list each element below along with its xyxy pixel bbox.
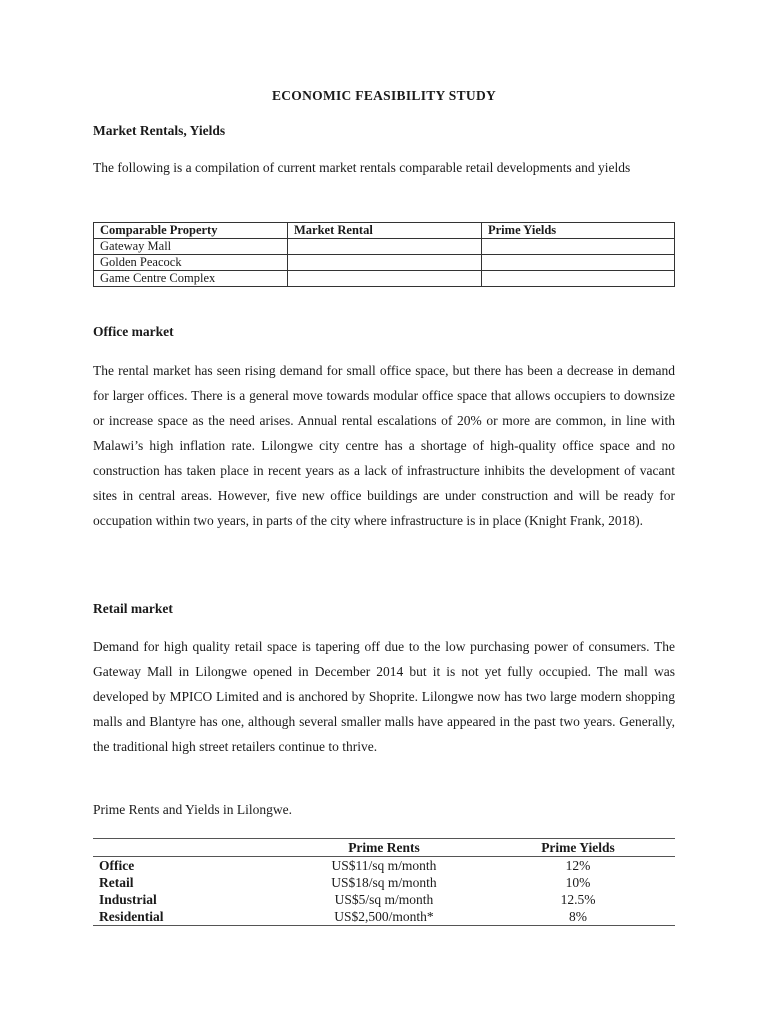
table-cell — [288, 239, 482, 255]
table-row — [93, 874, 675, 891]
table-row — [94, 255, 675, 271]
table-cell: Golden Peacock — [94, 255, 288, 271]
prime-yield-cell: 12% — [565, 858, 591, 873]
prime-rents-yields-table — [93, 838, 675, 926]
prime-rent-cell: US$18/sq m/month — [331, 875, 437, 890]
office-market-body: The rental market has seen rising demand for small office space, but there has been a decrease in demand for larger offices. There is a general move towards modular office space that allows occupiers to downsize or increase space as the need arises. Annual rental escalations of 20% or more are common, in line with Malawi’s high inflation rate. Lilongwe city centre has a shortage of high-quality office space and no construction has taken place in recent years as a lack of infrastructure inhibits the development of vacant sites in central areas. However, five new office buildings are under construction and will be ready for occupation within two years, in parts of the city where infrastructure is in place (Knight Frank, 2018). — [93, 363, 675, 528]
market-rentals-intro: The following is a compilation of current market rentals comparable retail developments and yields — [93, 160, 631, 175]
office-market-heading: Office market — [93, 324, 174, 339]
table-row — [93, 857, 675, 875]
table-cell — [482, 271, 675, 287]
prime-yield-cell: 12.5% — [560, 892, 596, 907]
prime-rent-cell: US$11/sq m/month — [331, 858, 437, 873]
retail-market-heading: Retail market — [93, 601, 173, 616]
row-label: Residential — [99, 909, 164, 924]
column-header: Market Rental — [288, 223, 482, 239]
table-cell: Gateway Mall — [94, 239, 288, 255]
row-label: Industrial — [99, 892, 157, 907]
table-cell: Game Centre Complex — [94, 271, 288, 287]
prime-yield-cell: 8% — [569, 909, 587, 924]
market-rentals-heading: Market Rentals, Yields — [93, 123, 226, 138]
comparable-property-table — [93, 222, 675, 287]
row-label: Retail — [99, 875, 134, 890]
column-header: Prime Rents — [348, 840, 420, 855]
prime-table-caption: Prime Rents and Yields in Lilongwe. — [93, 802, 292, 817]
table-row — [93, 908, 675, 926]
column-header: Prime Yields — [482, 223, 675, 239]
table-cell — [482, 255, 675, 271]
prime-rent-cell: US$2,500/month* — [334, 909, 434, 924]
document-title: ECONOMIC FEASIBILITY STUDY — [271, 88, 497, 103]
table-cell — [288, 255, 482, 271]
table-row — [93, 891, 675, 908]
column-header: Comparable Property — [94, 223, 288, 239]
table-row — [94, 271, 675, 287]
row-label: Office — [99, 858, 135, 873]
prime-rent-cell: US$5/sq m/month — [334, 892, 434, 907]
table-cell — [288, 271, 482, 287]
retail-market-body: Demand for high quality retail space is tapering off due to the low purchasing power of consumers. The Gateway Mall in Lilongwe opened in December 2014 but it is not yet fully occupied. The mall was developed by MPICO Limited and is anchored by Shoprite. Lilongwe now has two large modern shopping malls and Blantyre has one, although several smaller malls have appeared in the past two years. Generally, the traditional high street retailers continue to thrive. — [93, 639, 675, 754]
table-row — [94, 239, 675, 255]
column-header — [93, 839, 287, 857]
prime-yield-cell: 10% — [565, 875, 591, 890]
table-header-row — [93, 839, 675, 857]
column-header: Prime Yields — [541, 840, 615, 855]
table-cell — [482, 239, 675, 255]
table-header-row — [94, 223, 675, 239]
